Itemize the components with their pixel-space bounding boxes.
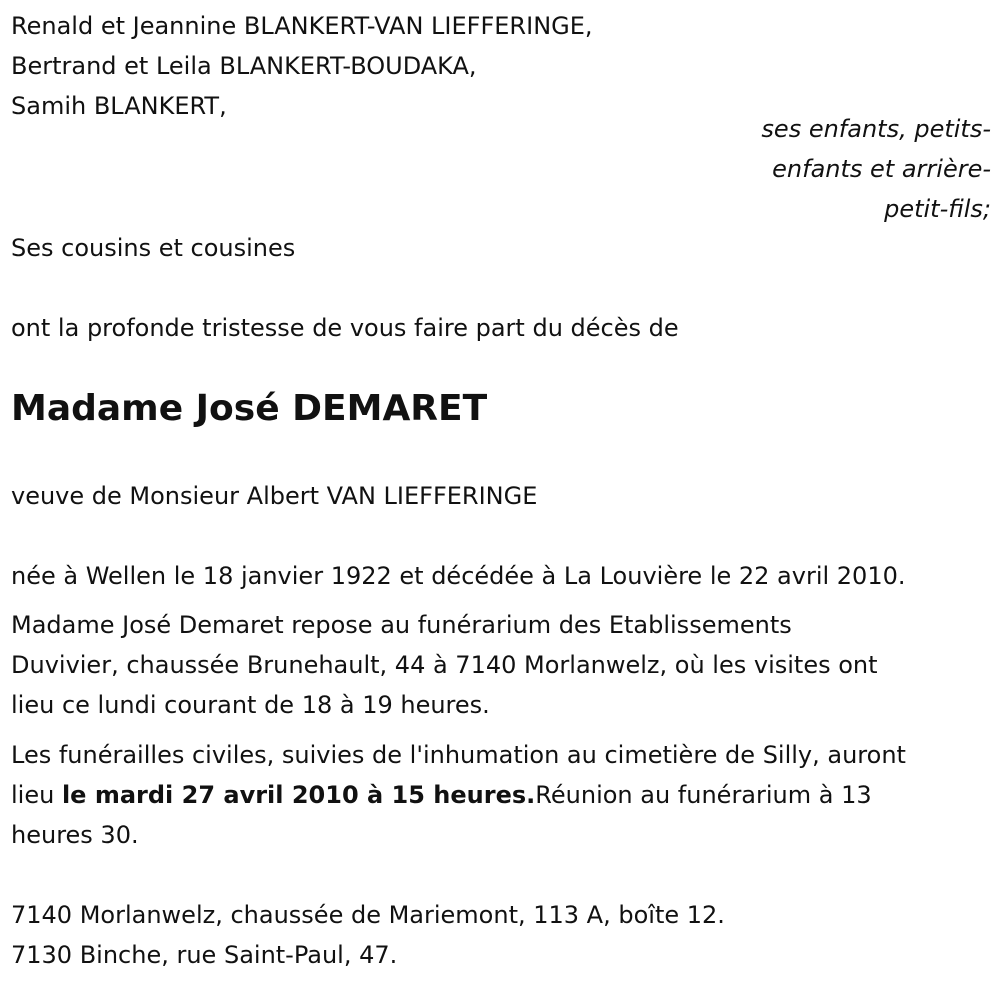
address-line-1: 7140 Morlanwelz, chaussée de Mariemont, 113 A, boîte 12. [11, 901, 725, 929]
repose-line-1: Madame José Demaret repose au funérarium des Etablissements [11, 611, 792, 639]
repose-line-3: lieu ce lundi courant de 18 à 19 heures. [11, 691, 490, 719]
family-line-1: Renald et Jeannine BLANKERT-VAN LIEFFERINGE, [11, 12, 593, 40]
birth-death-line: née à Wellen le 18 janvier 1922 et décédée à La Louvière le 22 avril 2010. [11, 562, 906, 590]
funeral-line-2-prefix: lieu [11, 781, 62, 809]
relation-line-1: ses enfants, petits- [761, 115, 991, 143]
funeral-date-time: le mardi 27 avril 2010 à 15 heures. [61, 781, 536, 809]
funeral-line-1: Les funérailles civiles, suivies de l'inhumation au cimetière de Silly, auront [11, 741, 906, 769]
family-line-2: Bertrand et Leila BLANKERT-BOUDAKA, [11, 52, 477, 80]
family-line-3: Samih BLANKERT, [11, 92, 227, 120]
funeral-line-2-suffix: Réunion au funérarium à 13 [535, 781, 872, 809]
deceased-name: Madame José DEMARET [11, 388, 488, 429]
funeral-line-2 [11, 775, 872, 815]
funeral-line-3: heures 30. [11, 821, 139, 849]
widow-of-line: veuve de Monsieur Albert VAN LIEFFERINGE [11, 482, 538, 510]
relation-line-2: enfants et arrière- [772, 155, 991, 183]
repose-line-2: Duvivier, chaussée Brunehault, 44 à 7140 Morlanwelz, où les visites ont [11, 651, 878, 679]
relation-line-3: petit-fils; [884, 195, 991, 223]
address-line-2: 7130 Binche, rue Saint-Paul, 47. [11, 941, 398, 969]
announcement-line: ont la profonde tristesse de vous faire part du décès de [11, 314, 679, 342]
cousins-line: Ses cousins et cousines [11, 234, 296, 262]
